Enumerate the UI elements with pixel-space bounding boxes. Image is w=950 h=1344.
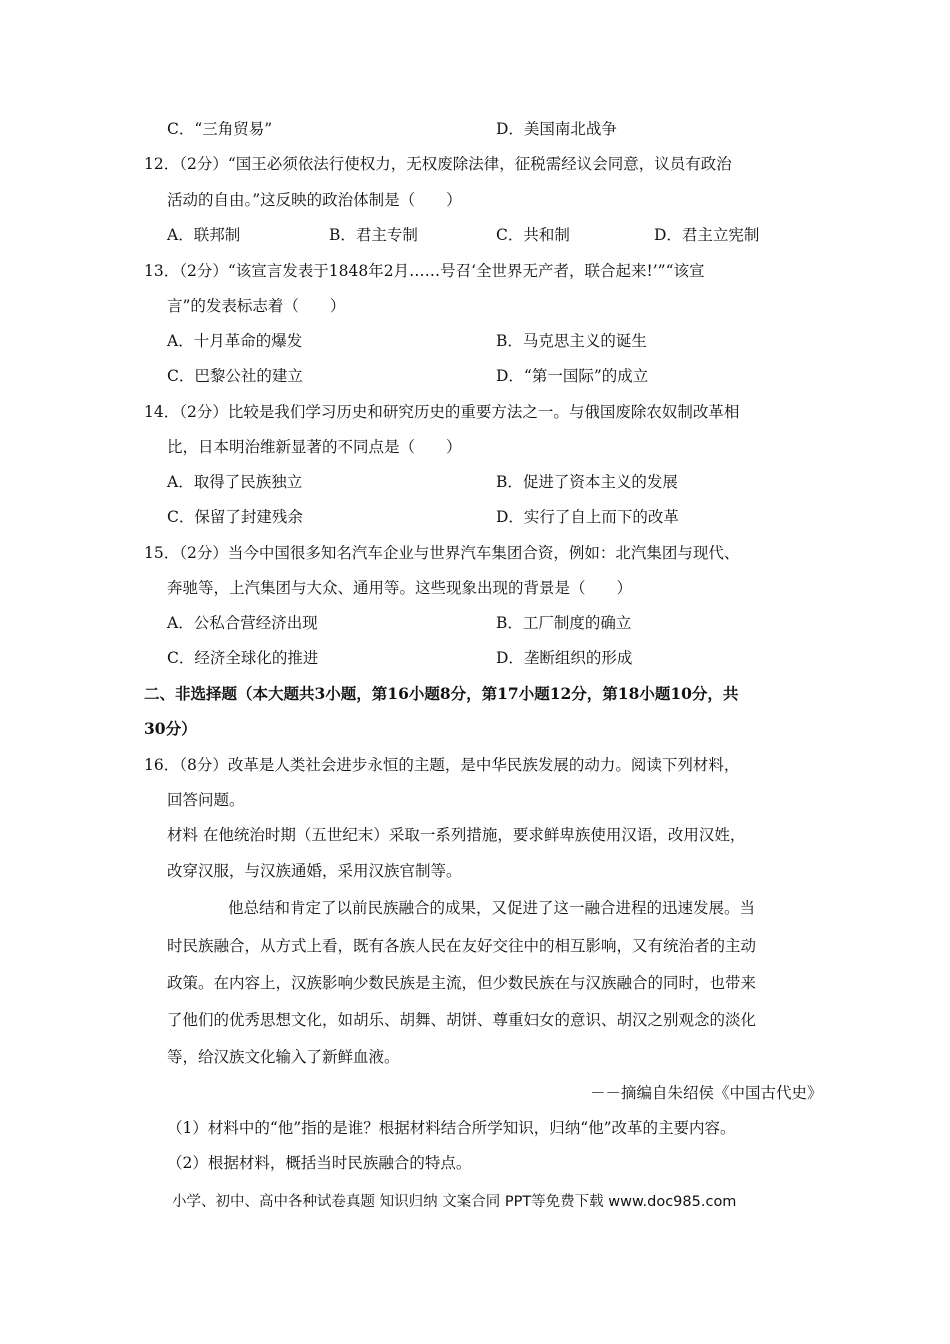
q13-option-d: D．“第一国际”的成立 (496, 367, 649, 385)
q13-option-c: C．巴黎公社的建立 (167, 367, 303, 385)
q12-option-d: D．君主立宪制 (654, 226, 760, 244)
q15-stem-line2: 奔驰等，上汽集团与大众、通用等。这些现象出现的背景是（ ） (167, 579, 633, 597)
q16-material-line1: 材料 在他统治时期（五世纪末）采取一系列措施，要求鲜卑族使用汉语，改用汉姓， (167, 826, 746, 844)
q15-stem-line1: 15．（2分）当今中国很多知名汽车企业与世界汽车集团合资，例如：北汽集团与现代、 (144, 544, 740, 562)
q12-stem-line1: 12．（2分）“国王必须依法行使权力，无权废除法律，征税需经议会同意，议员有政治 (144, 155, 732, 173)
q12-stem-line2: 活动的自由。”这反映的政治体制是（ ） (167, 191, 462, 209)
q16-source: －－摘编自朱绍侯《中国古代史》 (590, 1084, 823, 1102)
q14-stem-line2: 比，日本明治维新显著的不同点是（ ） (167, 438, 462, 456)
q12-option-c: C．共和制 (496, 226, 570, 244)
q16-stem-line2: 回答问题。 (167, 791, 245, 809)
q13-option-a: A．十月革命的爆发 (167, 332, 303, 350)
section-heading-line2: 30分） (144, 719, 197, 738)
footer-text: 小学、初中、高中各种试卷真题 知识归纳 文案合同 PPT等免费下载 www.doc985.com (172, 1194, 737, 1210)
q15-option-a: A．公私合营经济出现 (167, 614, 318, 632)
q14-option-d: D．实行了自上而下的改革 (496, 508, 679, 526)
q14-option-a: A．取得了民族独立 (167, 473, 303, 491)
q16-subquestion-2: （2）根据材料，概括当时民族融合的特点。 (167, 1154, 472, 1172)
q14-option-c: C．保留了封建残余 (167, 508, 303, 526)
q16-passage-line1: 他总结和肯定了以前民族融合的成果，又促进了这一融合进程的迅速发展。当 (228, 899, 756, 917)
q16-subquestion-1: （1）材料中的“他”指的是谁？根据材料结合所学知识，归纳“他”改革的主要内容。 (167, 1119, 736, 1137)
q16-material-line2: 改穿汉服，与汉族通婚，采用汉族官制等。 (167, 862, 462, 880)
q11-option-c: C．“三角贸易” (167, 120, 273, 138)
q15-option-c: C．经济全球化的推进 (167, 649, 319, 667)
q13-stem-line2: 言”的发表标志着（ ） (167, 297, 346, 315)
q13-option-b: B．马克思主义的诞生 (496, 332, 647, 350)
q14-option-b: B．促进了资本主义的发展 (496, 473, 678, 491)
q13-stem-line1: 13．（2分）“该宣言发表于1848年2月……号召‘全世界无产者，联合起来!’”“该宣 (144, 262, 705, 280)
q16-passage-line3: 政策。在内容上，汉族影响少数民族是主流，但少数民族在与汉族融合的同时，也带来 (167, 974, 757, 992)
q14-stem-line1: 14．（2分）比较是我们学习历史和研究历史的重要方法之一。与俄国废除农奴制改革相 (144, 403, 740, 421)
q15-option-b: B．工厂制度的确立 (496, 614, 632, 632)
q16-passage-line5: 等，给汉族文化输入了新鲜血液。 (167, 1048, 400, 1066)
q16-stem-line1: 16．（8分）改革是人类社会进步永恒的主题，是中华民族发展的动力。阅读下列材料， (144, 756, 740, 774)
q16-passage-line4: 了他们的优秀思想文化，如胡乐、胡舞、胡饼、尊重妇女的意识、胡汉之别观念的淡化 (167, 1011, 757, 1029)
q15-option-d: D．垄断组织的形成 (496, 649, 633, 667)
q12-option-b: B．君主专制 (329, 226, 418, 244)
q16-passage-line2: 时民族融合，从方式上看，既有各族人民在友好交往中的相互影响，又有统治者的主动 (167, 937, 757, 955)
q11-option-d: D．美国南北战争 (496, 120, 617, 138)
section-heading-line1: 二、非选择题（本大题共3小题，第16小题8分，第17小题12分，第18小题10分，共 (144, 684, 739, 703)
q12-option-a: A．联邦制 (167, 226, 241, 244)
